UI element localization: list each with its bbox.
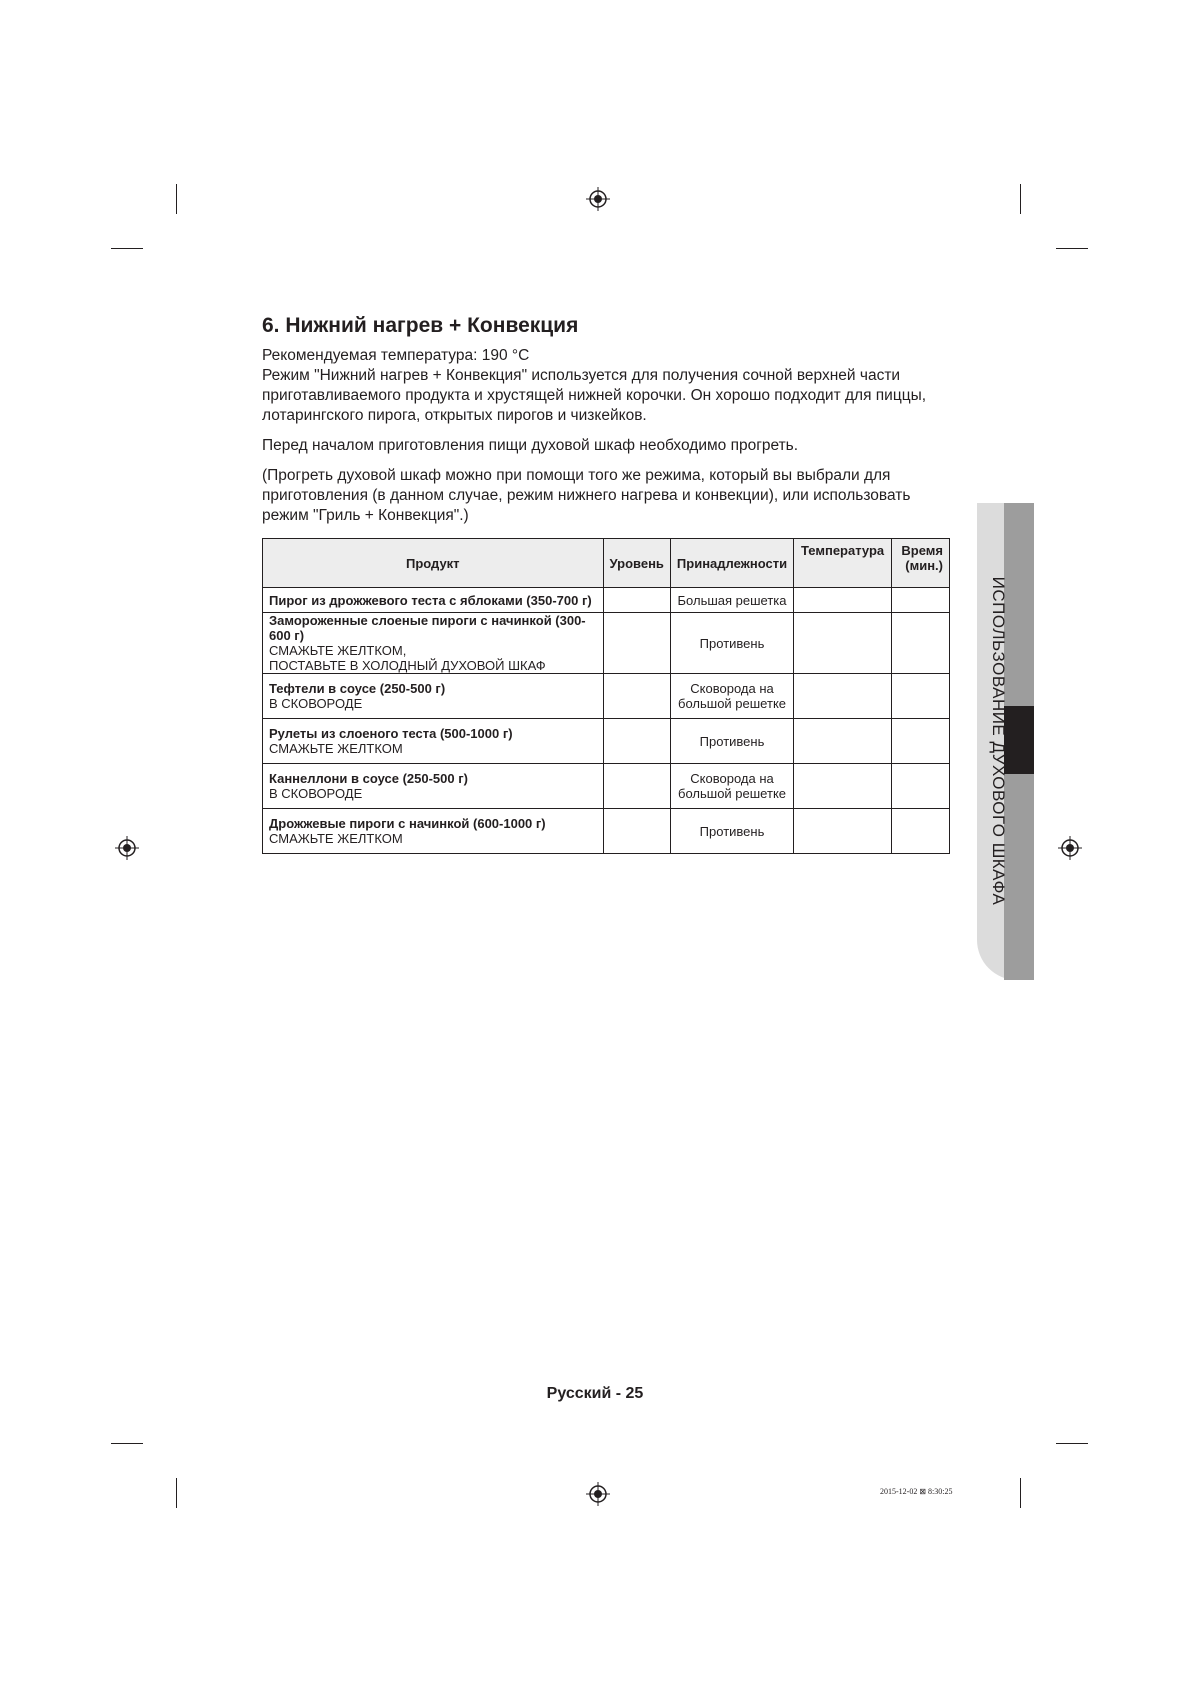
product-note: ПОСТАВЬТЕ В ХОЛОДНЫЙ ДУХОВОЙ ШКАФ [269,658,546,673]
crop-mark [176,184,177,214]
product-cell [263,764,604,809]
product-note: СМАЖЬТЕ ЖЕЛТКОМ [269,741,403,756]
product-cell [263,588,604,613]
chapter-tab-marker [1004,706,1034,774]
page-number: Русский - 25 [546,1385,644,1402]
table-row [263,588,950,613]
registration-mark-icon [586,187,610,211]
time-cell [892,588,950,613]
crop-mark [1020,1478,1021,1508]
table-row [263,674,950,719]
product-note: В СКОВОРОДЕ [269,786,363,801]
accessory-cell: Большая решетка [670,588,793,613]
level-cell [603,809,670,854]
level-cell [603,764,670,809]
registration-mark-icon [115,836,139,860]
time-cell [892,764,950,809]
header-time: Время (мин.) [892,539,950,588]
header-accessories: Принадлежности [670,539,793,588]
level-cell [603,719,670,764]
level-cell [603,613,670,674]
header-product: Продукт [263,539,604,588]
registration-mark-icon [586,1482,610,1506]
accessory-cell: Противень [670,719,793,764]
product-note: СМАЖЬТЕ ЖЕЛТКОМ, [269,643,407,658]
time-cell [892,719,950,764]
main-content [262,314,950,854]
product-cell [263,613,604,674]
crop-mark [176,1478,177,1508]
print-timestamp: 2015-12-02 ⊠ 8:30:25 [880,1487,953,1496]
product-name: Дрожжевые пироги с начинкой (600-1000 г) [269,816,546,831]
accessory-cell: Противень [670,613,793,674]
crop-mark [111,1443,143,1444]
header-level: Уровень [603,539,670,588]
accessory-cell: Противень [670,809,793,854]
product-name: Каннеллони в соусе (250-500 г) [269,771,468,786]
product-name: Пирог из дрожжевого теста с яблоками (350-700 г) [269,592,592,608]
crop-mark [111,248,143,249]
product-cell [263,674,604,719]
preheat-note: (Прогреть духовой шкаф можно при помощи того же режима, который вы выбрали для приготовления (в данном случае, режим нижнего нагрева и конвекции), или использовать режим "Гриль + Конвекция".) [262,467,911,524]
table-row [263,764,950,809]
table-row [263,809,950,854]
temperature-cell [794,764,892,809]
crop-mark [1056,248,1088,249]
level-cell [603,674,670,719]
crop-mark [1020,184,1021,214]
preheat-instruction: Перед началом приготовления пищи духовой шкаф необходимо прогреть. [262,437,799,454]
temperature-cell [794,613,892,674]
temperature-cell [794,809,892,854]
mode-description: Режим "Нижний нагрев + Конвекция" используется для получения сочной верхней части приготавливаемого продукта и хрустящей нижней корочки. Он хорошо подходит для пиццы, лотарингского пирога, открытых пирогов и чизкейков. [262,367,927,424]
temperature-cell [794,719,892,764]
table-header-row [263,539,950,588]
table-row [263,613,950,674]
time-cell [892,809,950,854]
crop-mark [1056,1443,1088,1444]
product-name: Тефтели в соусе (250-500 г) [269,681,446,696]
header-temperature: Температура [794,539,892,588]
chapter-tab-label: ИСПОЛЬЗОВАНИЕ ДУХОВОГО ШКАФА [989,576,1008,906]
product-note: СМАЖЬТЕ ЖЕЛТКОМ [269,831,403,846]
accessory-cell: Сковорода на большой решетке [670,674,793,719]
temperature-cell [794,674,892,719]
product-name: Рулеты из слоеного теста (500-1000 г) [269,726,513,741]
cooking-table [262,538,950,854]
accessory-cell: Сковорода на большой решетке [670,764,793,809]
product-cell [263,809,604,854]
level-cell [603,588,670,613]
registration-mark-icon [1058,836,1082,860]
recommended-temperature: Рекомендуемая температура: 190 °C [262,347,530,364]
product-cell [263,719,604,764]
time-cell [892,613,950,674]
table-row [263,719,950,764]
temperature-cell [794,588,892,613]
section-title: 6. Нижний нагрев + Конвекция [262,314,579,337]
product-name: Замороженные слоеные пироги с начинкой (300-600 г) [269,613,586,643]
product-note: В СКОВОРОДЕ [269,696,363,711]
time-cell [892,674,950,719]
